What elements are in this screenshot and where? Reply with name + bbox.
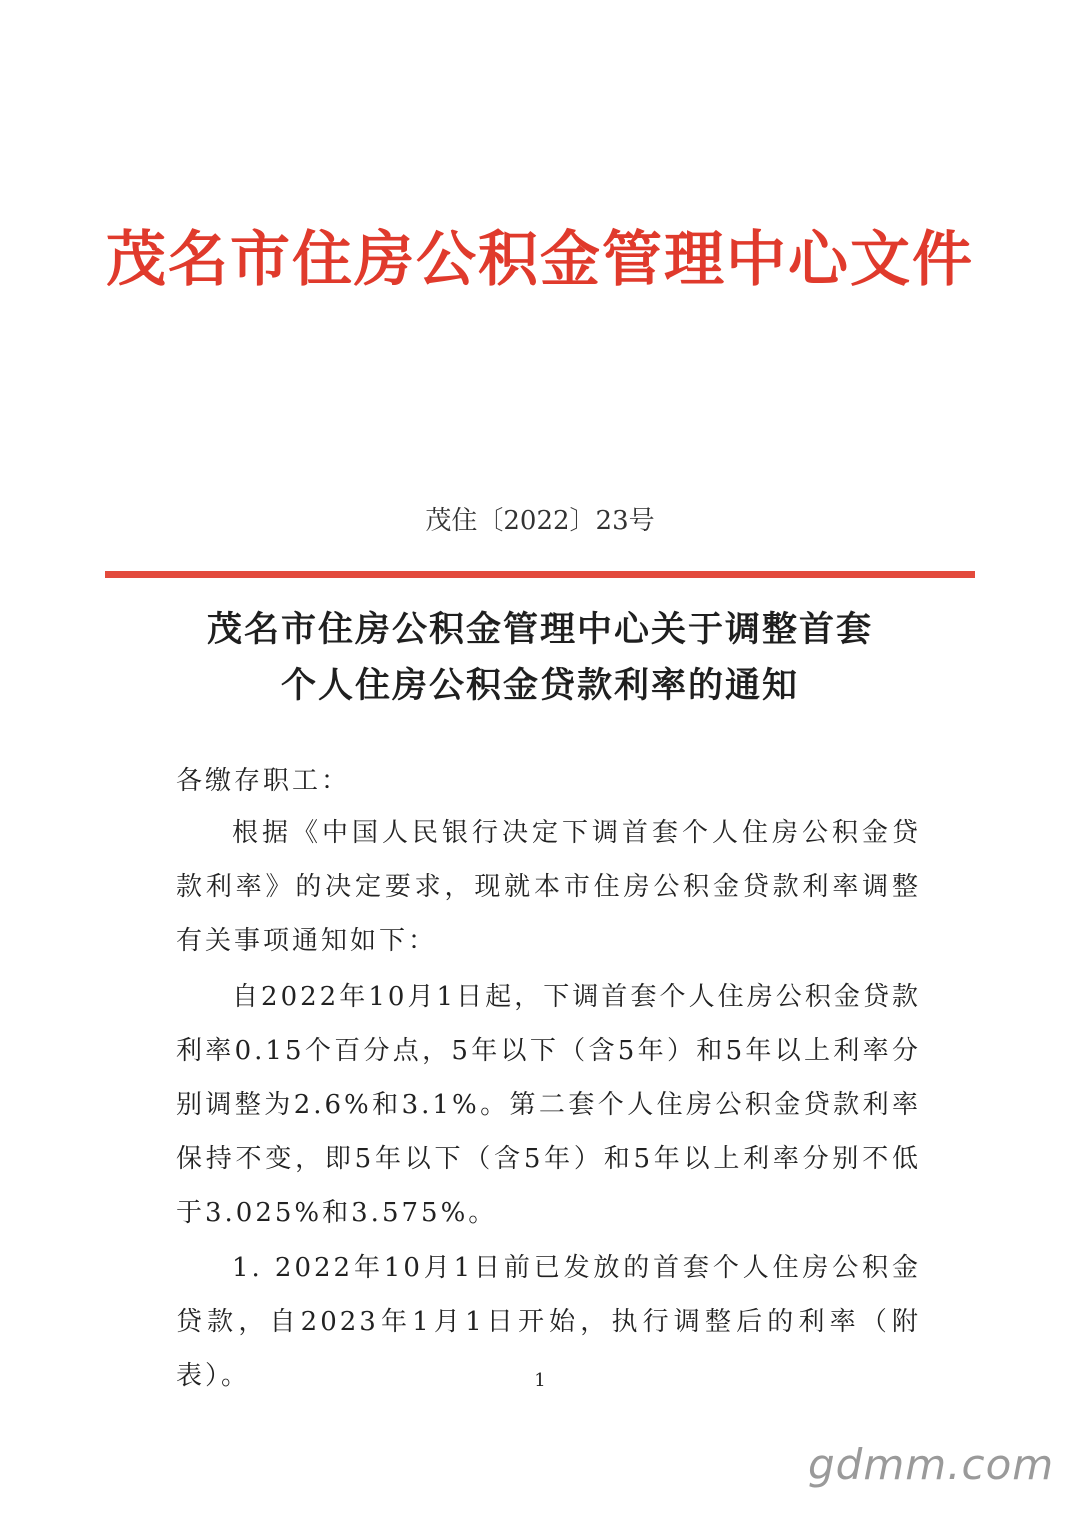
salutation: 各缴存职工： [176, 766, 351, 796]
notice-title-line2: 个人住房公积金贷款利率的通知 [280, 665, 799, 706]
notice-title [120, 602, 960, 714]
document-number: 茂住〔2022〕23号 [425, 506, 655, 536]
body-paragraph: 自2022年10月1日起，下调首套个人住房公积金贷款利率0.15个百分点，5年以下（含5年）和5年以上利率分别调整为2.6%和3.1%。第二套个人住房公积金贷款利率保持不变，即5年以下（含5年）和5年以上利率分别不低于3.025%和3.575%。 [176, 982, 921, 1228]
notice-title-line1: 茂名市住房公积金管理中心关于调整首套 [206, 609, 873, 650]
page-number: 1 [534, 1370, 546, 1391]
body-paragraph: 1. 2022年10月1日前已发放的首套个人住房公积金贷款，自2023年1月1日开始，执行调整后的利率（附表）。 [176, 1253, 921, 1391]
body-paragraph: 根据《中国人民银行决定下调首套个人住房公积金贷款利率》的决定要求，现就本市住房公积金贷款利率调整有关事项通知如下： [176, 818, 921, 956]
red-divider [105, 571, 975, 578]
watermark: gdmm.com [808, 1440, 1055, 1489]
header-title: 茂名市住房公积金管理中心文件 [106, 225, 974, 295]
